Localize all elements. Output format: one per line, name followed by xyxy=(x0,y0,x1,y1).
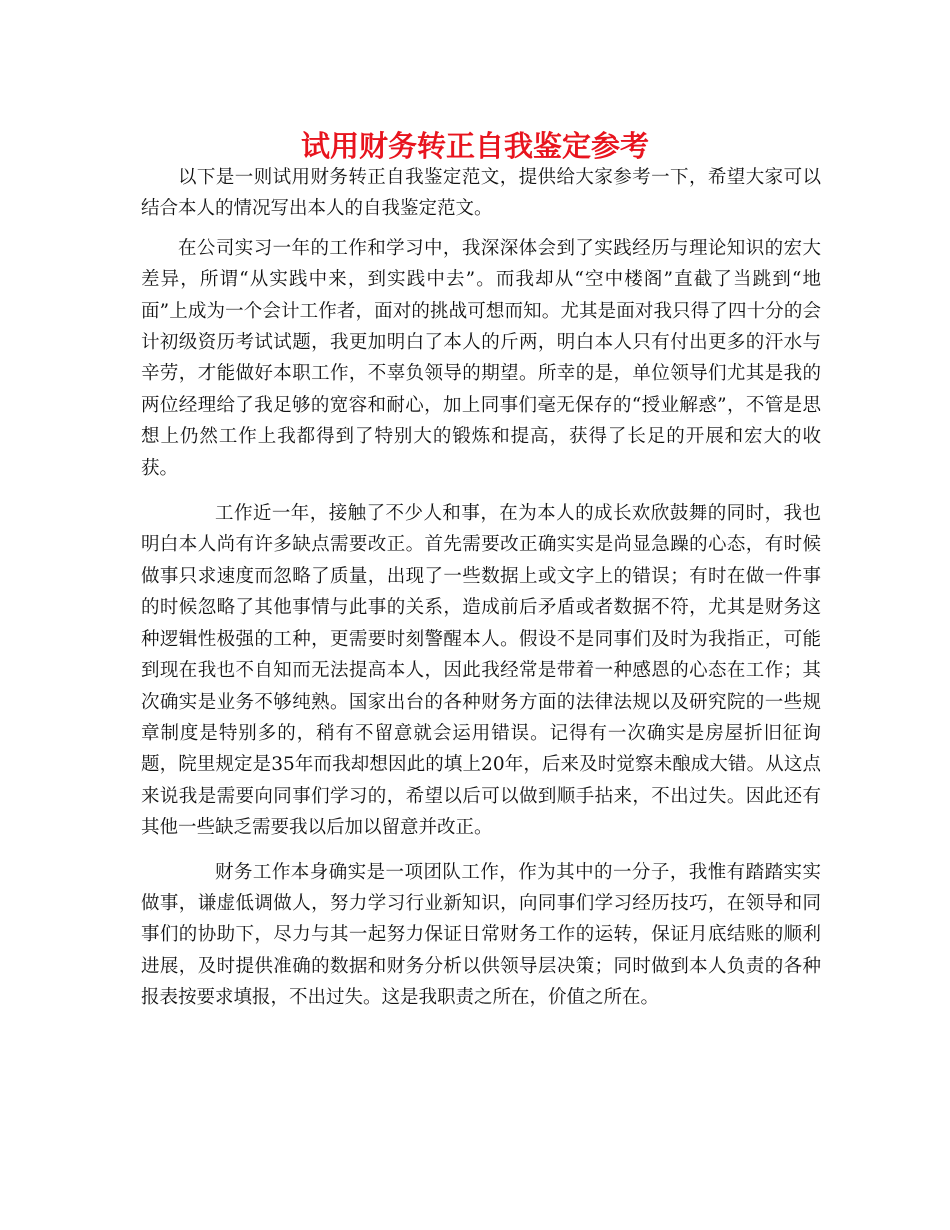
body-paragraph-internship: 在公司实习一年的工作和学习中，我深深体会到了实践经历与理论知识的宏大差异，所谓“从实践中来，到实践中去”。而我却从“空中楼阁”直截了当跳到“地面”上成为一个会计工作者，面对的挑战可想而知。尤其是面对我只得了四十分的会计初级资历考试试题，我更加明白了本人的斤两，明白本人只有付出更多的汗水与辛劳，才能做好本职工作，不辜负领导的期望。所幸的是，单位领导们尤其是我的两位经理给了我足够的宽容和耐心，加上同事们毫无保存的“授业解惑”，不管是思想上仍然工作上我都得到了特别大的锻炼和提高，获得了长足的开展和宏大的收获。 xyxy=(141,237,821,479)
intro-paragraph: 以下是一则试用财务转正自我鉴定范文，提供给大家参考一下，希望大家可以结合本人的情况写出本人的自我鉴定范文。 xyxy=(141,167,821,220)
body-paragraph-teamwork: 财务工作本身确实是一项团队工作，作为其中的一分子，我惟有踏踏实实做事，谦虚低调做人，努力学习行业新知识，向同事们学习经历技巧，在领导和同事们的协助下，尽力与其一起努力保证日常财务工作的运转，保证月底结账的顺利进展，及时提供准确的数据和财务分析以供领导层决策；同时做到本人负责的各种报表按要求填报，不出过失。这是我职责之所在，价值之所在。 xyxy=(141,861,821,1009)
document-title: 试用财务转正自我鉴定参考 xyxy=(300,129,649,163)
document-body xyxy=(141,162,821,1014)
body-paragraph-shortcomings: 工作近一年，接触了不少人和事，在为本人的成长欢欣鼓舞的同时，我也明白本人尚有许多缺点需要改正。首先需要改正确实实是尚显急躁的心态，有时候做事只求速度而忽略了质量，出现了一些数据上或文字上的错误；有时在做一件事的时候忽略了其他事情与此事的关系，造成前后矛盾或者数据不符，尤其是财务这种逻辑性极强的工种，更需要时刻警醒本人。假设不是同事们及时为我指正，可能到现在我也不自知而无法提高本人，因此我经常是带着一种感恩的心态在工作；其次确实是业务不够纯熟。国家出台的各种财务方面的法律法规以及研究院的一些规章制度是特别多的，稍有不留意就会运用错误。记得有一次确实是房屋折旧征询题，院里规定是35年而我却想因此的填上20年，后来及时觉察未酿成大错。从这点来说我是需要向同事们学习的，希望以后可以做到顺手拈来，不出过失。因此还有其他一些缺乏需要我以后加以留意并改正。 xyxy=(141,503,821,839)
